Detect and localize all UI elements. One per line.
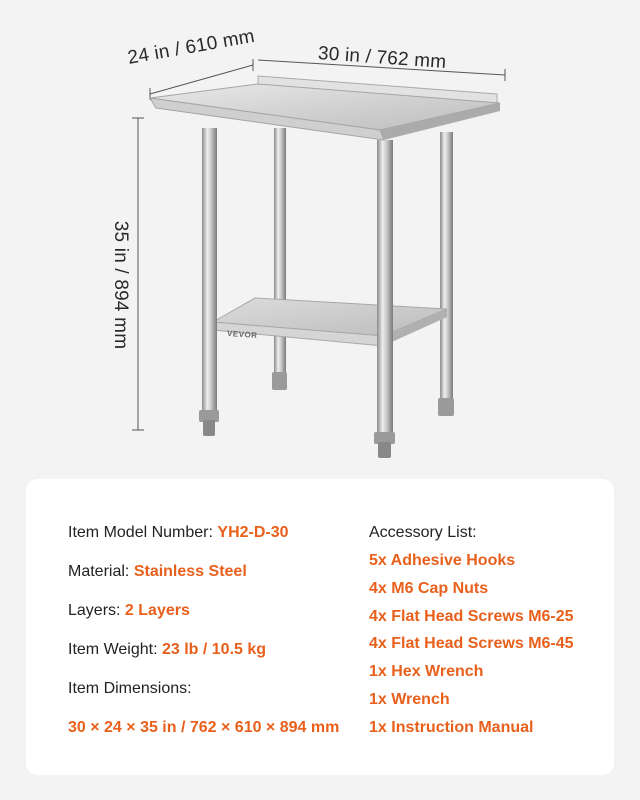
- spec-dimensions-value: 30 × 24 × 35 in / 762 × 610 × 894 mm: [68, 719, 340, 736]
- spec-material-label: Material:: [68, 563, 130, 580]
- spec-material: [68, 558, 339, 597]
- accessory-item: 1x Instruction Manual: [369, 718, 534, 736]
- spec-model: [68, 519, 339, 558]
- front-legs: [199, 128, 395, 458]
- spec-layers-label: Layers:: [68, 602, 121, 619]
- spec-card: [26, 479, 614, 775]
- spec-weight-value: 23 lb / 10.5 kg: [161, 641, 267, 658]
- spec-weight: [68, 636, 339, 675]
- back-legs: [272, 128, 454, 416]
- spec-dimensions-label: Item Dimensions:: [68, 680, 192, 697]
- accessory-item: 4x M6 Cap Nuts: [369, 579, 489, 597]
- accessory-item: 5x Adhesive Hooks: [369, 552, 516, 569]
- spec-layers: [68, 597, 339, 636]
- spec-layers-value: 2 Layers: [124, 602, 190, 619]
- spec-weight-label: Item Weight:: [68, 641, 158, 658]
- spec-material-value: Stainless Steel: [133, 563, 247, 580]
- accessory-list-title: Accessory List:: [369, 524, 477, 541]
- length-dimension-label: 30 in / 762 mm: [317, 43, 447, 73]
- height-dimension-label: 35 in / 894 mm: [110, 220, 131, 350]
- brand-mark: VEVOR: [226, 328, 258, 341]
- accessory-item: 1x Hex Wrench: [369, 663, 484, 681]
- accessory-item: 1x Wrench: [369, 690, 450, 708]
- width-dimension-label: 24 in / 610 mm: [126, 25, 257, 69]
- spec-model-label: Item Model Number:: [68, 524, 213, 541]
- spec-list: [68, 519, 339, 742]
- accessory-item: 4x Flat Head Screws M6-45: [369, 635, 574, 653]
- accessory-item: 4x Flat Head Screws M6-25: [369, 607, 574, 625]
- spec-model-value: YH2-D-30: [217, 524, 289, 541]
- accessory-list: [369, 519, 574, 742]
